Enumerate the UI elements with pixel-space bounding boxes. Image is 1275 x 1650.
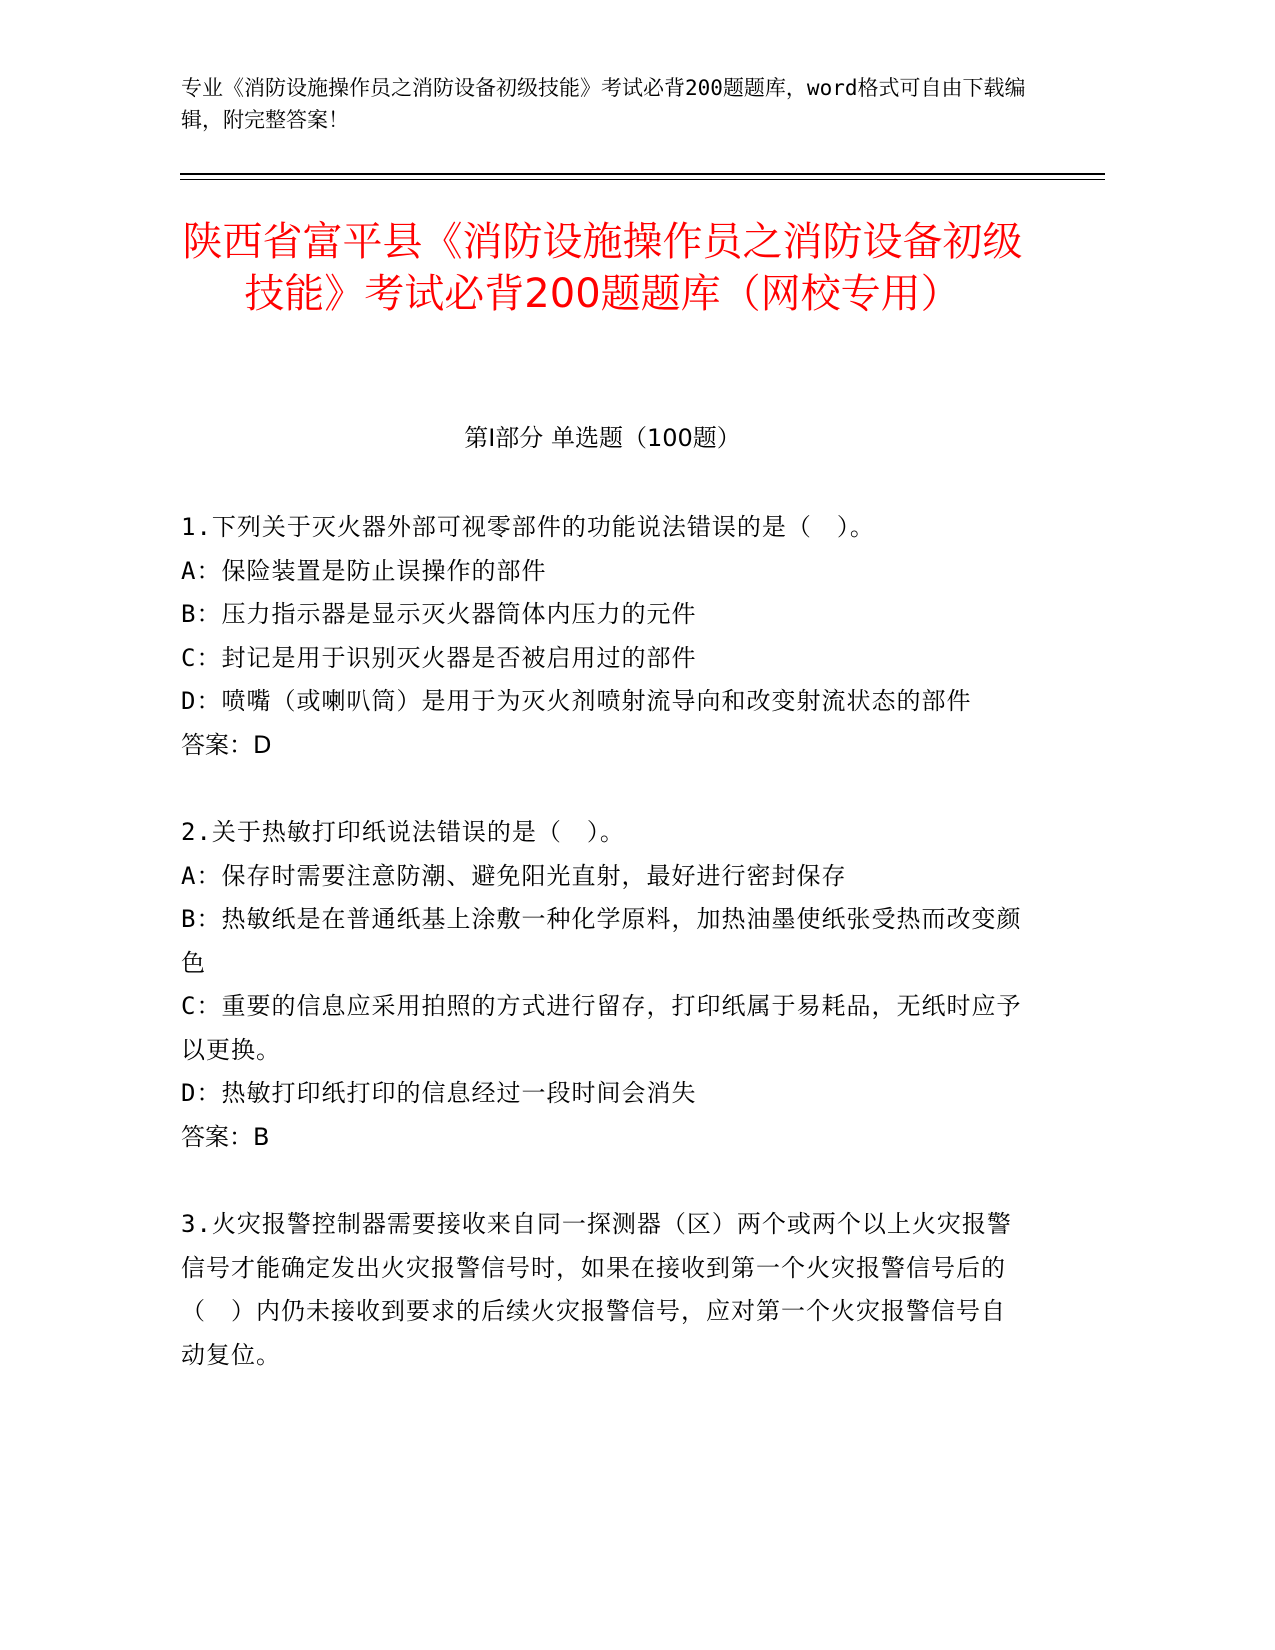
option-a: A：保存时需要注意防潮、避免阳光直射，最好进行密封保存 [181, 861, 847, 890]
answer: 答案：D [181, 730, 272, 759]
question-stem: 1.下列关于灭火器外部可视零部件的功能说法错误的是（ ）。 [181, 513, 875, 541]
option-d: D：喷嘴（或喇叭筒）是用于为灭火剂喷射流导向和改变射流状态的部件 [181, 687, 972, 715]
header-divider-thick [180, 173, 1105, 175]
option-c: C：封记是用于识别灭火器是否被启用过的部件 [181, 643, 697, 672]
header-note: 专业《消防设施操作员之消防设备初级技能》考试必背200题题库，word格式可自由下载编辑，附完整答案！ [181, 76, 1026, 132]
question-1 [181, 506, 1029, 767]
answer: 答案：B [181, 1122, 270, 1151]
option-b: B：热敏纸是在普通纸基上涂敷一种化学原料，加热油墨使纸张受热而改变颜色 [181, 905, 1022, 977]
document-title: 陕西省富平县《消防设施操作员之消防设备初级技能》考试必背200题题库（网校专用） [182, 219, 1023, 317]
option-a: A：保险装置是防止误操作的部件 [181, 556, 547, 585]
section-heading: 第Ⅰ部分 单选题（100题） [464, 424, 741, 452]
option-d: D：热敏打印纸打印的信息经过一段时间会消失 [181, 1079, 697, 1107]
header-divider-thin [180, 179, 1105, 180]
question-list [181, 506, 1029, 1421]
question-2 [181, 811, 1029, 1159]
question-stem: 2.关于热敏打印纸说法错误的是（ ）。 [181, 818, 625, 846]
option-b: B：压力指示器是显示灭火器筒体内压力的元件 [181, 600, 697, 628]
question-stem: 3.火灾报警控制器需要接收来自同一探测器（区）两个或两个以上火灾报警信号才能确定发出火灾报警信号时，如果在接收到第一个火灾报警信号后的（ ）内仍未接收到要求的后续火灾报警信号，应对第一个火灾报警信号自动复位。 [181, 1210, 1012, 1369]
option-c: C：重要的信息应采用拍照的方式进行留存，打印纸属于易耗品，无纸时应予以更换。 [181, 992, 1022, 1064]
question-3 [181, 1203, 1029, 1377]
